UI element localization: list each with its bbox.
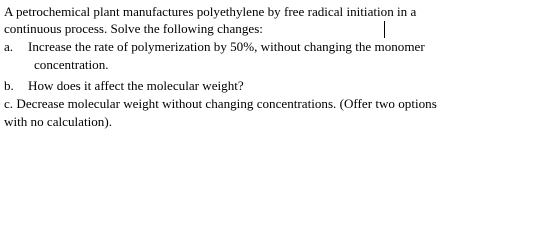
list-item-a-text: Increase the rate of polymerization by 50%, without changing the monomer	[28, 39, 425, 54]
list-marker-a: a.	[4, 39, 14, 54]
list-item-b	[4, 78, 244, 94]
list-item-c: c. Decrease molecular weight without changing concentrations. (Offer two options	[4, 96, 437, 111]
list-item-a	[4, 39, 425, 55]
intro-line-1: A petrochemical plant manufactures polyethylene by free radical initiation in a	[4, 4, 417, 19]
list-item-c-continuation: with no calculation).	[4, 114, 112, 129]
list-marker-b: b.	[4, 78, 14, 93]
intro-line-2: continuous process. Solve the following changes:	[4, 21, 263, 36]
list-item-b-text: How does it affect the molecular weight?	[28, 78, 244, 93]
list-item-a-continuation: concentration.	[34, 57, 109, 72]
text-cursor	[384, 21, 385, 38]
